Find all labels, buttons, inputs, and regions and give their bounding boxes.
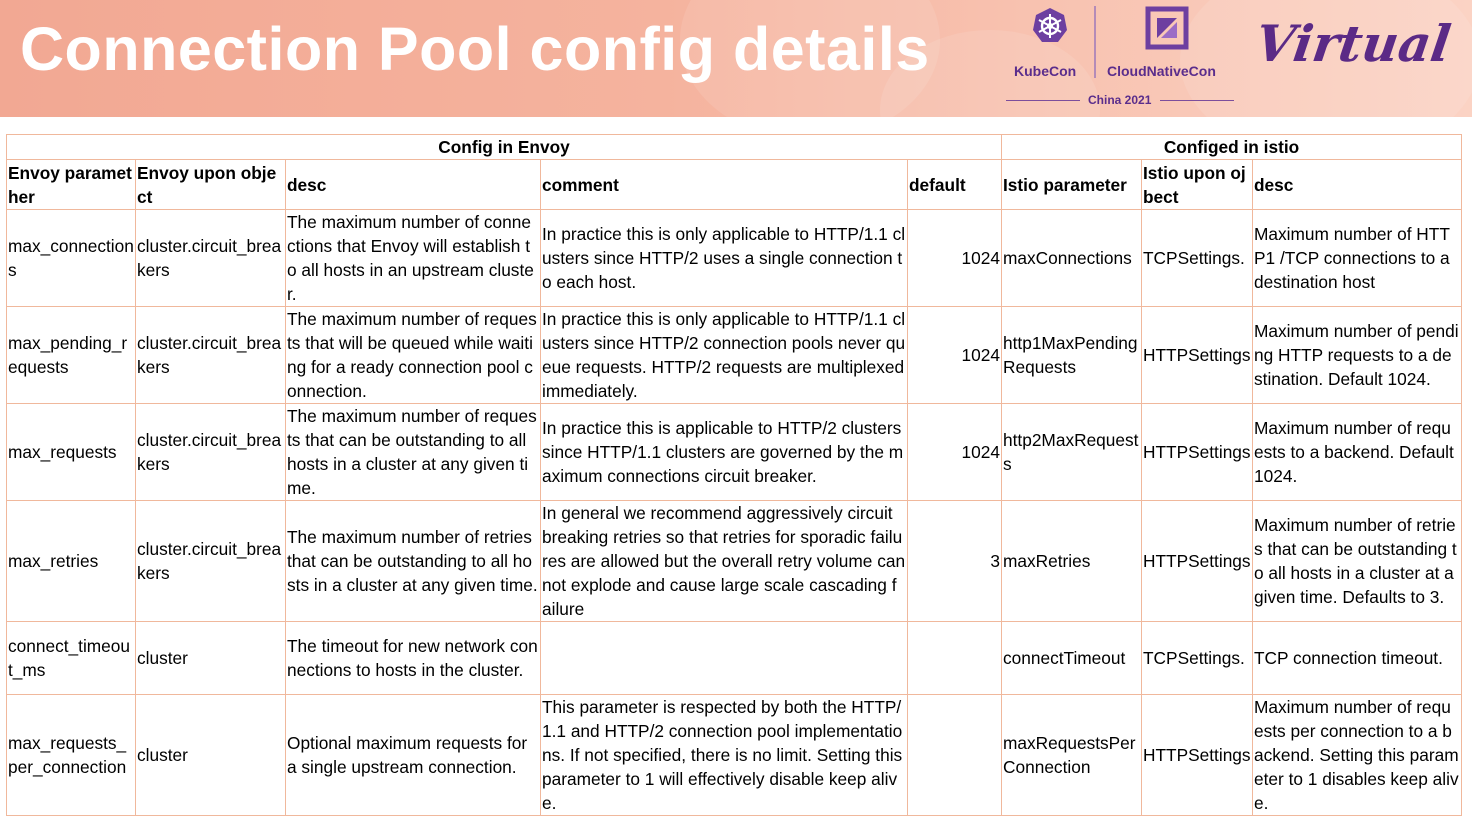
comment-cell: This parameter is respected by both the HTTP/1.1 and HTTP/2 connection pool implementations. If not specified, there is no limit. Setting this parameter to 1 will effectively disable keep alive. xyxy=(541,695,908,816)
kubernetes-helm-icon xyxy=(1032,6,1068,62)
table-group-row xyxy=(7,135,1462,160)
comment-cell xyxy=(541,622,908,695)
desc-cell: The maximum number of requests that will be queued while waiting for a ready connection pool connection. xyxy=(286,307,541,404)
istio-param-cell: http1MaxPendingRequests xyxy=(1002,307,1142,404)
istio-object-cell: HTTPSettings xyxy=(1142,695,1253,816)
comment-cell: In practice this is only applicable to HTTP/1.1 clusters since HTTP/2 uses a single connection to each host. xyxy=(541,210,908,307)
envoy-param-cell: max_pending_requests xyxy=(7,307,136,404)
table-row xyxy=(7,307,1462,404)
default-cell: 1024 xyxy=(908,210,1002,307)
default-cell xyxy=(908,622,1002,695)
event-line-right xyxy=(1160,100,1234,101)
comment-cell: In general we recommend aggressively circuit breaking retries so that retries for sporadic failures are allowed but the overall retry volume cannot explode and cause large scale cascading failure xyxy=(541,501,908,622)
kubecon-label: KubeCon xyxy=(1014,63,1077,79)
envoy-param-cell: max_connections xyxy=(7,210,136,307)
default-cell xyxy=(908,695,1002,816)
virtual-wordmark: Virtual xyxy=(1251,14,1455,73)
logo-divider xyxy=(1094,6,1096,78)
table-row xyxy=(7,404,1462,501)
istio-desc-cell: Maximum number of HTTP1 /TCP connections to a destination host xyxy=(1253,210,1462,307)
table-row xyxy=(7,501,1462,622)
istio-param-cell: connectTimeout xyxy=(1002,622,1142,695)
istio-object-cell: TCPSettings. xyxy=(1142,622,1253,695)
col-istio-param: Istio parameter xyxy=(1002,160,1142,210)
cloudnativecon-label: CloudNativeCon xyxy=(1107,63,1216,79)
desc-cell: The maximum number of connections that Envoy will establish to all hosts in an upstream cluster. xyxy=(286,210,541,307)
istio-desc-cell: Maximum number of requests to a backend. Default 1024. xyxy=(1253,404,1462,501)
envoy-object-cell: cluster.circuit_breakers xyxy=(136,307,286,404)
event-label: China 2021 xyxy=(1088,93,1152,107)
istio-param-cell: maxConnections xyxy=(1002,210,1142,307)
comment-cell: In practice this is only applicable to HTTP/1.1 clusters since HTTP/2 connection pools never queue requests. HTTP/2 requests are multiplexed immediately. xyxy=(541,307,908,404)
col-istio-desc: desc xyxy=(1253,160,1462,210)
istio-desc-cell: TCP connection timeout. xyxy=(1253,622,1462,695)
istio-param-cell: maxRequestsPerConnection xyxy=(1002,695,1142,816)
col-envoy-object: Envoy upon object xyxy=(136,160,286,210)
envoy-object-cell: cluster.circuit_breakers xyxy=(136,501,286,622)
default-cell: 1024 xyxy=(908,307,1002,404)
desc-cell: The timeout for new network connections to hosts in the cluster. xyxy=(286,622,541,695)
table-row xyxy=(7,695,1462,816)
desc-cell: Optional maximum requests for a single upstream connection. xyxy=(286,695,541,816)
page-title: Connection Pool config details xyxy=(20,15,930,83)
cncf-icon xyxy=(1145,6,1189,50)
istio-object-cell: HTTPSettings xyxy=(1142,404,1253,501)
event-line-left xyxy=(1006,100,1080,101)
istio-desc-cell: Maximum number of requests per connection to a backend. Setting this parameter to 1 disables keep alive. xyxy=(1253,695,1462,816)
col-envoy-param: Envoy paramether xyxy=(7,160,136,210)
envoy-object-cell: cluster xyxy=(136,695,286,816)
istio-desc-cell: Maximum number of pending HTTP requests to a destination. Default 1024. xyxy=(1253,307,1462,404)
envoy-object-cell: cluster.circuit_breakers xyxy=(136,404,286,501)
desc-cell: The maximum number of requests that can be outstanding to all hosts in a cluster at any given time. xyxy=(286,404,541,501)
envoy-param-cell: max_requests xyxy=(7,404,136,501)
slide-header xyxy=(0,0,1472,117)
default-cell: 1024 xyxy=(908,404,1002,501)
event-edition xyxy=(1006,92,1234,110)
istio-param-cell: http2MaxRequests xyxy=(1002,404,1142,501)
istio-desc-cell: Maximum number of retries that can be outstanding to all hosts in a cluster at a given time. Defaults to 3. xyxy=(1253,501,1462,622)
connection-pool-table xyxy=(6,134,1462,816)
envoy-param-cell: max_retries xyxy=(7,501,136,622)
col-istio-object: Istio upon ojbect xyxy=(1142,160,1253,210)
col-desc: desc xyxy=(286,160,541,210)
envoy-group-header: Config in Envoy xyxy=(7,135,1002,160)
envoy-object-cell: cluster.circuit_breakers xyxy=(136,210,286,307)
istio-object-cell: TCPSettings. xyxy=(1142,210,1253,307)
envoy-param-cell: connect_timeout_ms xyxy=(7,622,136,695)
istio-object-cell: HTTPSettings xyxy=(1142,307,1253,404)
istio-group-header: Configed in istio xyxy=(1002,135,1462,160)
envoy-param-cell: max_requests_per_connection xyxy=(7,695,136,816)
desc-cell: The maximum number of retries that can be outstanding to all hosts in a cluster at any given time. xyxy=(286,501,541,622)
comment-cell: In practice this is applicable to HTTP/2 clusters since HTTP/1.1 clusters are governed by the maximum connections circuit breaker. xyxy=(541,404,908,501)
istio-object-cell: HTTPSettings xyxy=(1142,501,1253,622)
col-default: default xyxy=(908,160,1002,210)
default-cell: 3 xyxy=(908,501,1002,622)
envoy-object-cell: cluster xyxy=(136,622,286,695)
table-header-row xyxy=(7,160,1462,210)
table-row xyxy=(7,622,1462,695)
table-row xyxy=(7,210,1462,307)
istio-param-cell: maxRetries xyxy=(1002,501,1142,622)
col-comment: comment xyxy=(541,160,908,210)
